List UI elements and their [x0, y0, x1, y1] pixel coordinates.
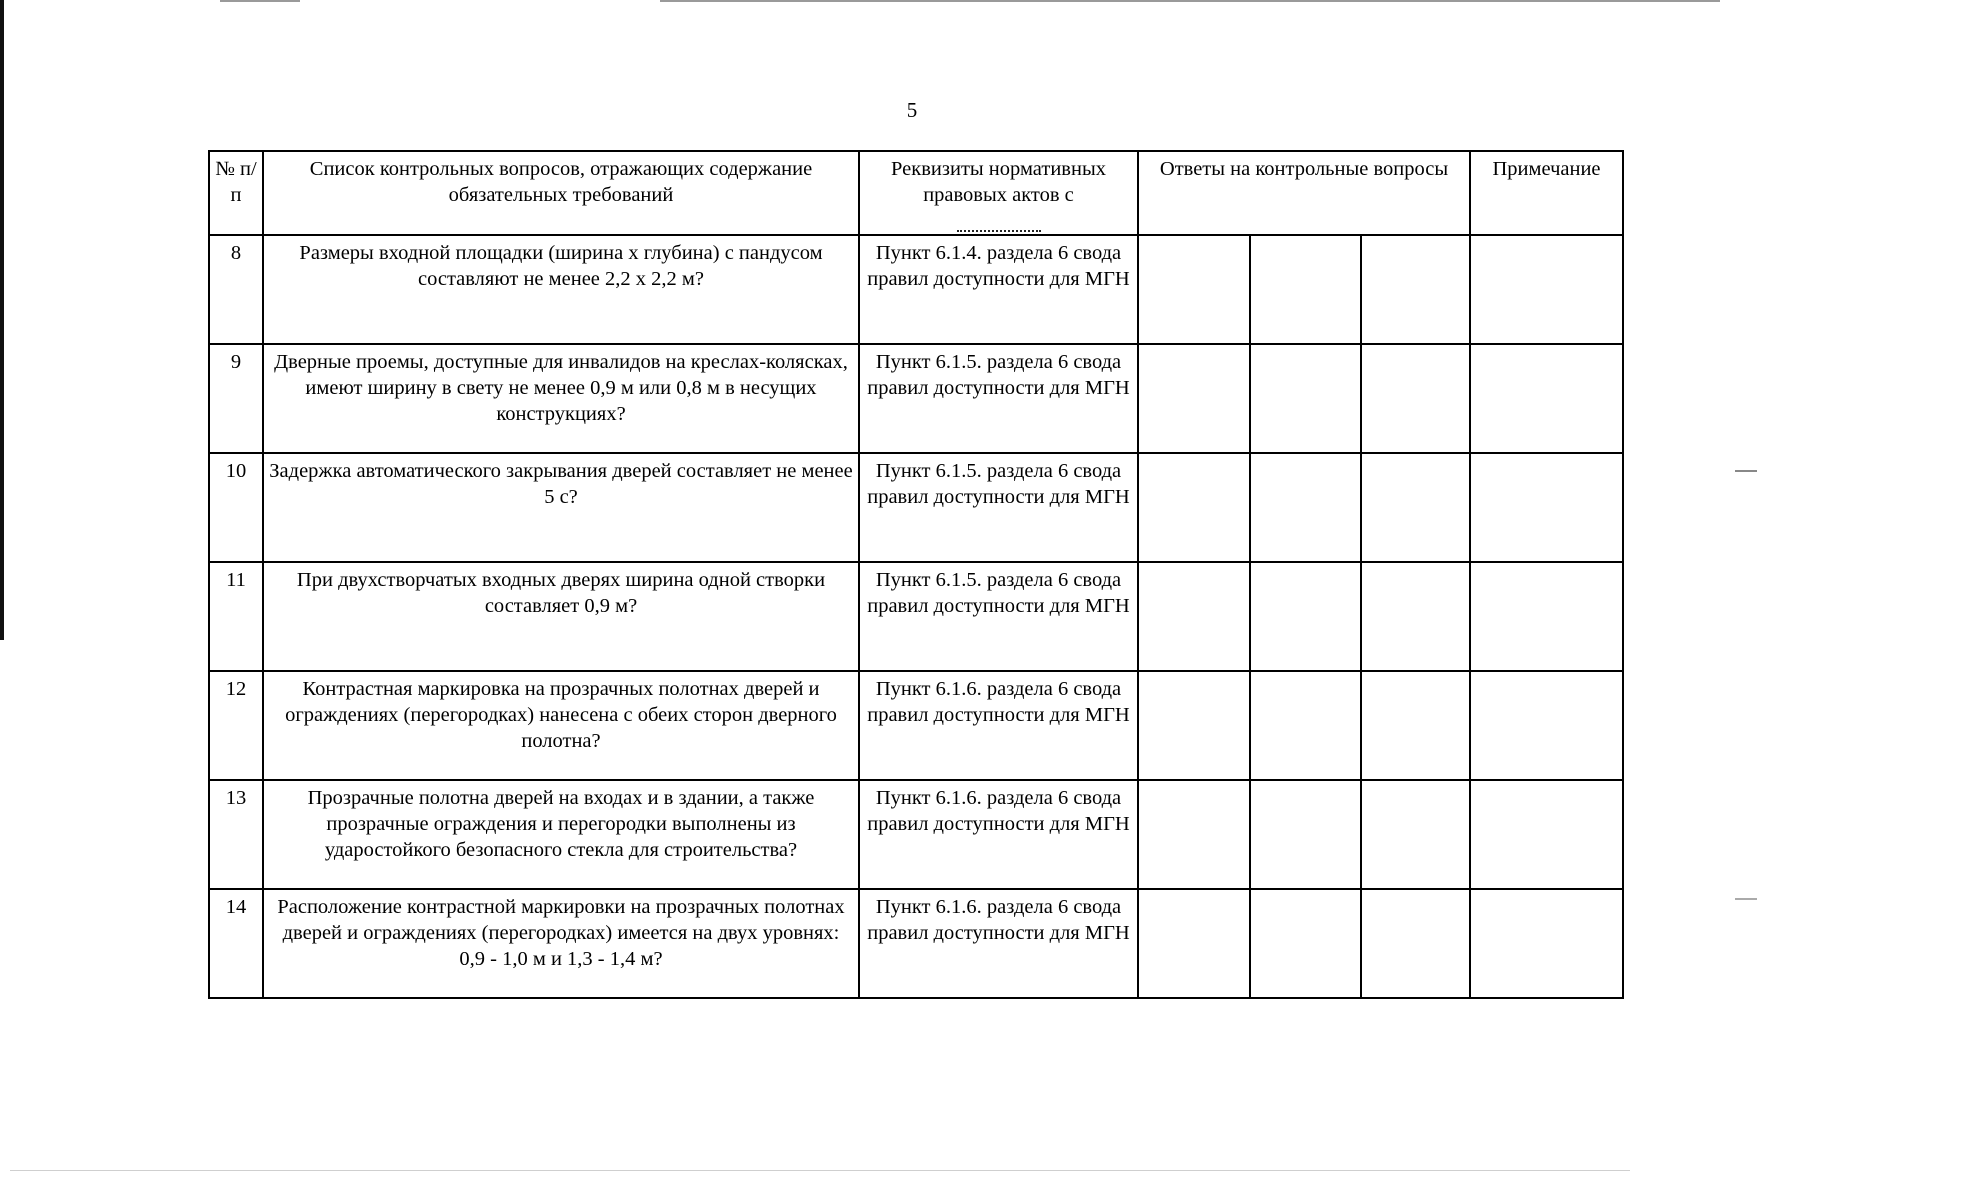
answer-cell — [1361, 562, 1470, 671]
note-cell — [1470, 235, 1623, 344]
row-number: 11 — [209, 562, 263, 671]
table-row — [209, 889, 1623, 998]
header-legal-requisites — [859, 151, 1138, 235]
row-number: 12 — [209, 671, 263, 780]
table-row — [209, 780, 1623, 889]
row-question: Размеры входной площадки (ширина х глубина) с пандусом составляют не менее 2,2 х 2,2 м? — [263, 235, 859, 344]
answer-cell — [1138, 671, 1250, 780]
header-answers: Ответы на контрольные вопросы — [1138, 151, 1470, 235]
note-cell — [1470, 780, 1623, 889]
note-cell — [1470, 453, 1623, 562]
header-legal-requisites-text: Реквизиты нормативных правовых актов с — [891, 158, 1106, 206]
answer-cell — [1250, 562, 1361, 671]
page-number: 5 — [906, 98, 918, 122]
note-cell — [1470, 671, 1623, 780]
answer-cell — [1250, 780, 1361, 889]
row-requisites: Пункт 6.1.6. раздела 6 свода правил доступности для МГН — [859, 889, 1138, 998]
table-row — [209, 453, 1623, 562]
header-note: Примечание — [1470, 151, 1623, 235]
answer-cell — [1250, 344, 1361, 453]
table-row — [209, 344, 1623, 453]
row-question: Дверные проемы, доступные для инвалидов на креслах-колясках, имеют ширину в свету не менее 0,9 м или 0,8 м в несущих конструкциях? — [263, 344, 859, 453]
row-requisites: Пункт 6.1.5. раздела 6 свода правил доступности для МГН — [859, 453, 1138, 562]
answer-cell — [1361, 671, 1470, 780]
answer-cell — [1138, 235, 1250, 344]
answer-cell — [1250, 889, 1361, 998]
table-header-row — [209, 151, 1623, 235]
answer-cell — [1138, 344, 1250, 453]
row-requisites: Пункт 6.1.5. раздела 6 свода правил доступности для МГН — [859, 344, 1138, 453]
row-requisites: Пункт 6.1.4. раздела 6 свода правил доступности для МГН — [859, 235, 1138, 344]
answer-cell — [1361, 780, 1470, 889]
answer-cell — [1250, 453, 1361, 562]
row-question: Прозрачные полотна дверей на входах и в здании, а также прозрачные ограждения и перегородки выполнены из ударостойкого безопасного стекла для строительства? — [263, 780, 859, 889]
answer-cell — [1138, 562, 1250, 671]
answer-cell — [1138, 453, 1250, 562]
table-row — [209, 562, 1623, 671]
header-question-list: Список контрольных вопросов, отражающих содержание обязательных требований — [263, 151, 859, 235]
header-cut-off-text — [957, 230, 1041, 232]
answer-cell — [1138, 780, 1250, 889]
header-row-number: № п/п — [209, 151, 263, 235]
checklist-table — [208, 150, 1624, 999]
table-row — [209, 235, 1623, 344]
table-row — [209, 671, 1623, 780]
answer-cell — [1250, 235, 1361, 344]
row-question: Расположение контрастной маркировки на прозрачных полотнах дверей и ограждениях (перегородках) имеется на двух уровнях: 0,9 - 1,0 м и 1,3 - 1,4 м? — [263, 889, 859, 998]
row-question: Задержка автоматического закрывания дверей составляет не менее 5 с? — [263, 453, 859, 562]
row-requisites: Пункт 6.1.5. раздела 6 свода правил доступности для МГН — [859, 562, 1138, 671]
scan-left-edge — [0, 0, 4, 640]
row-number: 14 — [209, 889, 263, 998]
scan-artifact-margin-mark — [1735, 898, 1757, 900]
row-number: 8 — [209, 235, 263, 344]
row-number: 10 — [209, 453, 263, 562]
row-requisites: Пункт 6.1.6. раздела 6 свода правил доступности для МГН — [859, 671, 1138, 780]
answer-cell — [1361, 453, 1470, 562]
note-cell — [1470, 562, 1623, 671]
row-question: Контрастная маркировка на прозрачных полотнах дверей и ограждениях (перегородках) нанесена с обеих сторон дверного полотна? — [263, 671, 859, 780]
scan-artifact-margin-mark — [1735, 470, 1757, 472]
answer-cell — [1361, 344, 1470, 453]
row-question: При двухстворчатых входных дверях ширина одной створки составляет 0,9 м? — [263, 562, 859, 671]
answer-cell — [1250, 671, 1361, 780]
answer-cell — [1138, 889, 1250, 998]
scan-artifact-top-right — [660, 0, 1720, 2]
answer-cell — [1361, 889, 1470, 998]
row-number: 9 — [209, 344, 263, 453]
answer-cell — [1361, 235, 1470, 344]
row-requisites: Пункт 6.1.6. раздела 6 свода правил доступности для МГН — [859, 780, 1138, 889]
scan-artifact-bottom — [10, 1170, 1630, 1171]
scan-artifact-top-left — [220, 0, 300, 2]
row-number: 13 — [209, 780, 263, 889]
note-cell — [1470, 344, 1623, 453]
note-cell — [1470, 889, 1623, 998]
